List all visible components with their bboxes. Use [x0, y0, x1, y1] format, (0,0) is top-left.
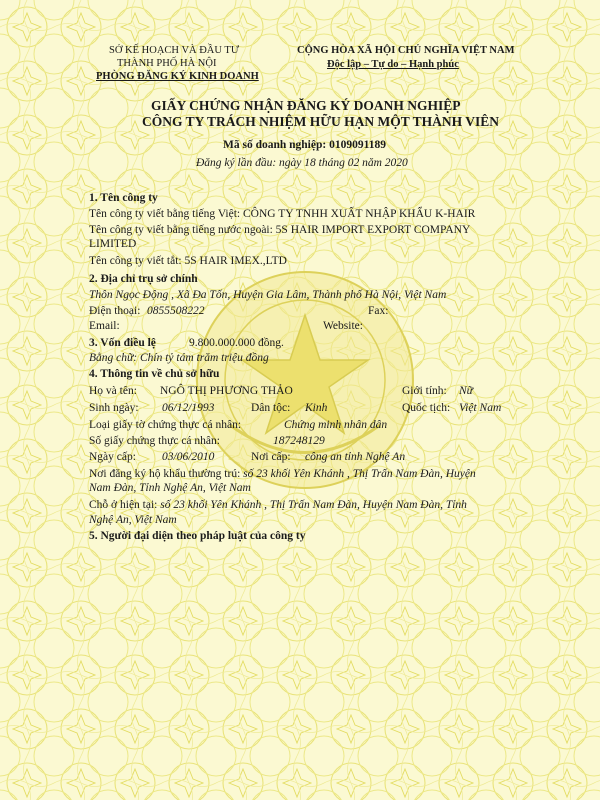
current-residence-line2: Nghệ An, Việt Nam: [89, 514, 177, 526]
capital-words-value: Chín tỷ tám trăm triệu đồng: [139, 352, 269, 364]
ethnic-value: Kinh: [305, 402, 328, 414]
document-title-line1: GIẤY CHỨNG NHẬN ĐĂNG KÝ DOANH NGHIỆP: [151, 98, 461, 113]
id-number-value: 187248129: [273, 435, 325, 447]
company-name-foreign-line1: Tên công ty viết bằng tiếng nước ngoài: 5S HAIR IMPORT EXPORT COMPANY: [89, 224, 471, 236]
permanent-residence-value-1: số 23 khối Yên Khánh , Thị Trấn Nam Đàn, Huyện: [243, 468, 476, 480]
fax-label: Fax:: [368, 305, 389, 317]
section1-heading: 1. Tên công ty: [89, 192, 158, 204]
capital-words-label: Bằng chữ:: [89, 352, 138, 364]
email-label: Email:: [89, 320, 120, 332]
phone-label: Điện thoại:: [89, 305, 141, 317]
header-left-line1: SỞ KẾ HOẠCH VÀ ĐẦU TƯ: [109, 45, 239, 56]
issue-date-label: Ngày cấp:: [89, 451, 136, 463]
head-office-address: Thôn Ngọc Động , Xã Đa Tốn, Huyện Gia Lâm, Thành phố Hà Nội, Việt Nam: [89, 289, 447, 301]
issue-place-label: Nơi cấp:: [251, 451, 291, 463]
charter-capital-words: [89, 353, 269, 365]
dob-value: 06/12/1993: [162, 402, 215, 414]
section5-heading: 5. Người đại diện theo pháp luật của công ty: [89, 530, 306, 542]
header-left-line2: THÀNH PHỐ HÀ NỘI: [117, 58, 217, 69]
short-name-value: 5S HAIR IMEX.,LTD: [184, 255, 287, 267]
charter-capital-amount: 9.800.000.000 đồng.: [189, 337, 284, 349]
permanent-residence-line2: Nam Đàn, Tỉnh Nghệ An, Việt Nam: [89, 482, 251, 494]
business-code-value: 0109091189: [329, 139, 386, 151]
website-label: Website:: [323, 320, 363, 332]
section3-heading: 3. Vốn điều lệ: [89, 337, 156, 349]
company-short-name: [89, 256, 287, 268]
first-registration-date: Đăng ký lần đầu: ngày 18 tháng 02 năm 2020: [196, 157, 408, 169]
nationality-value: Việt Nam: [459, 402, 502, 414]
nationality-label: Quốc tịch:: [402, 402, 451, 414]
short-name-label: Tên công ty viết tắt:: [89, 255, 182, 267]
id-type-label: Loại giấy tờ chứng thực cá nhân:: [89, 419, 242, 431]
phone-value: 0855508222: [147, 305, 205, 317]
id-type-value: Chứng minh nhân dân: [284, 419, 388, 431]
current-residence-label: Chỗ ở hiện tại:: [89, 499, 158, 511]
owner-name-label: Họ và tên:: [89, 385, 137, 397]
id-number-label: Số giấy chứng thực cá nhân:: [89, 435, 220, 447]
company-name-foreign-line2: LIMITED: [89, 238, 137, 250]
current-residence-line1: [89, 500, 467, 512]
permanent-residence-label: Nơi đăng ký hộ khẩu thường trú:: [89, 468, 241, 480]
header-right-line1: CỘNG HÒA XÃ HỘI CHỦ NGHĨA VIỆT NAM: [297, 45, 515, 56]
document-title-line2: CÔNG TY TRÁCH NHIỆM HỮU HẠN MỘT THÀNH VIÊN: [142, 114, 500, 129]
header-right-line2: Độc lập – Tự do – Hạnh phúc: [327, 59, 459, 70]
section2-heading: 2. Địa chỉ trụ sở chính: [89, 273, 198, 285]
current-residence-value-1: số 23 khối Yên Khánh , Thị Trấn Nam Đàn, Huyện Nam Đàn, Tỉnh: [160, 499, 467, 511]
business-code: [223, 140, 386, 152]
ethnic-label: Dân tộc:: [251, 402, 291, 414]
header-left-line3: PHÒNG ĐĂNG KÝ KINH DOANH: [96, 71, 259, 82]
permanent-residence-line1: [89, 469, 476, 481]
gender-value: Nữ: [459, 385, 473, 397]
company-name-vn: Tên công ty viết bằng tiếng Việt: CÔNG TY TNHH XUẤT NHẬP KHẨU K-HAIR: [89, 208, 476, 220]
business-code-label: Mã số doanh nghiệp:: [223, 139, 327, 151]
section4-heading: 4. Thông tin về chủ sở hữu: [89, 368, 220, 380]
owner-name-value: NGÔ THỊ PHƯƠNG THẢO: [160, 385, 293, 397]
dob-label: Sinh ngày:: [89, 402, 139, 414]
issue-date-value: 03/06/2010: [162, 451, 215, 463]
issue-place-value: công an tỉnh Nghệ An: [305, 451, 406, 463]
gender-label: Giới tính:: [402, 385, 447, 397]
